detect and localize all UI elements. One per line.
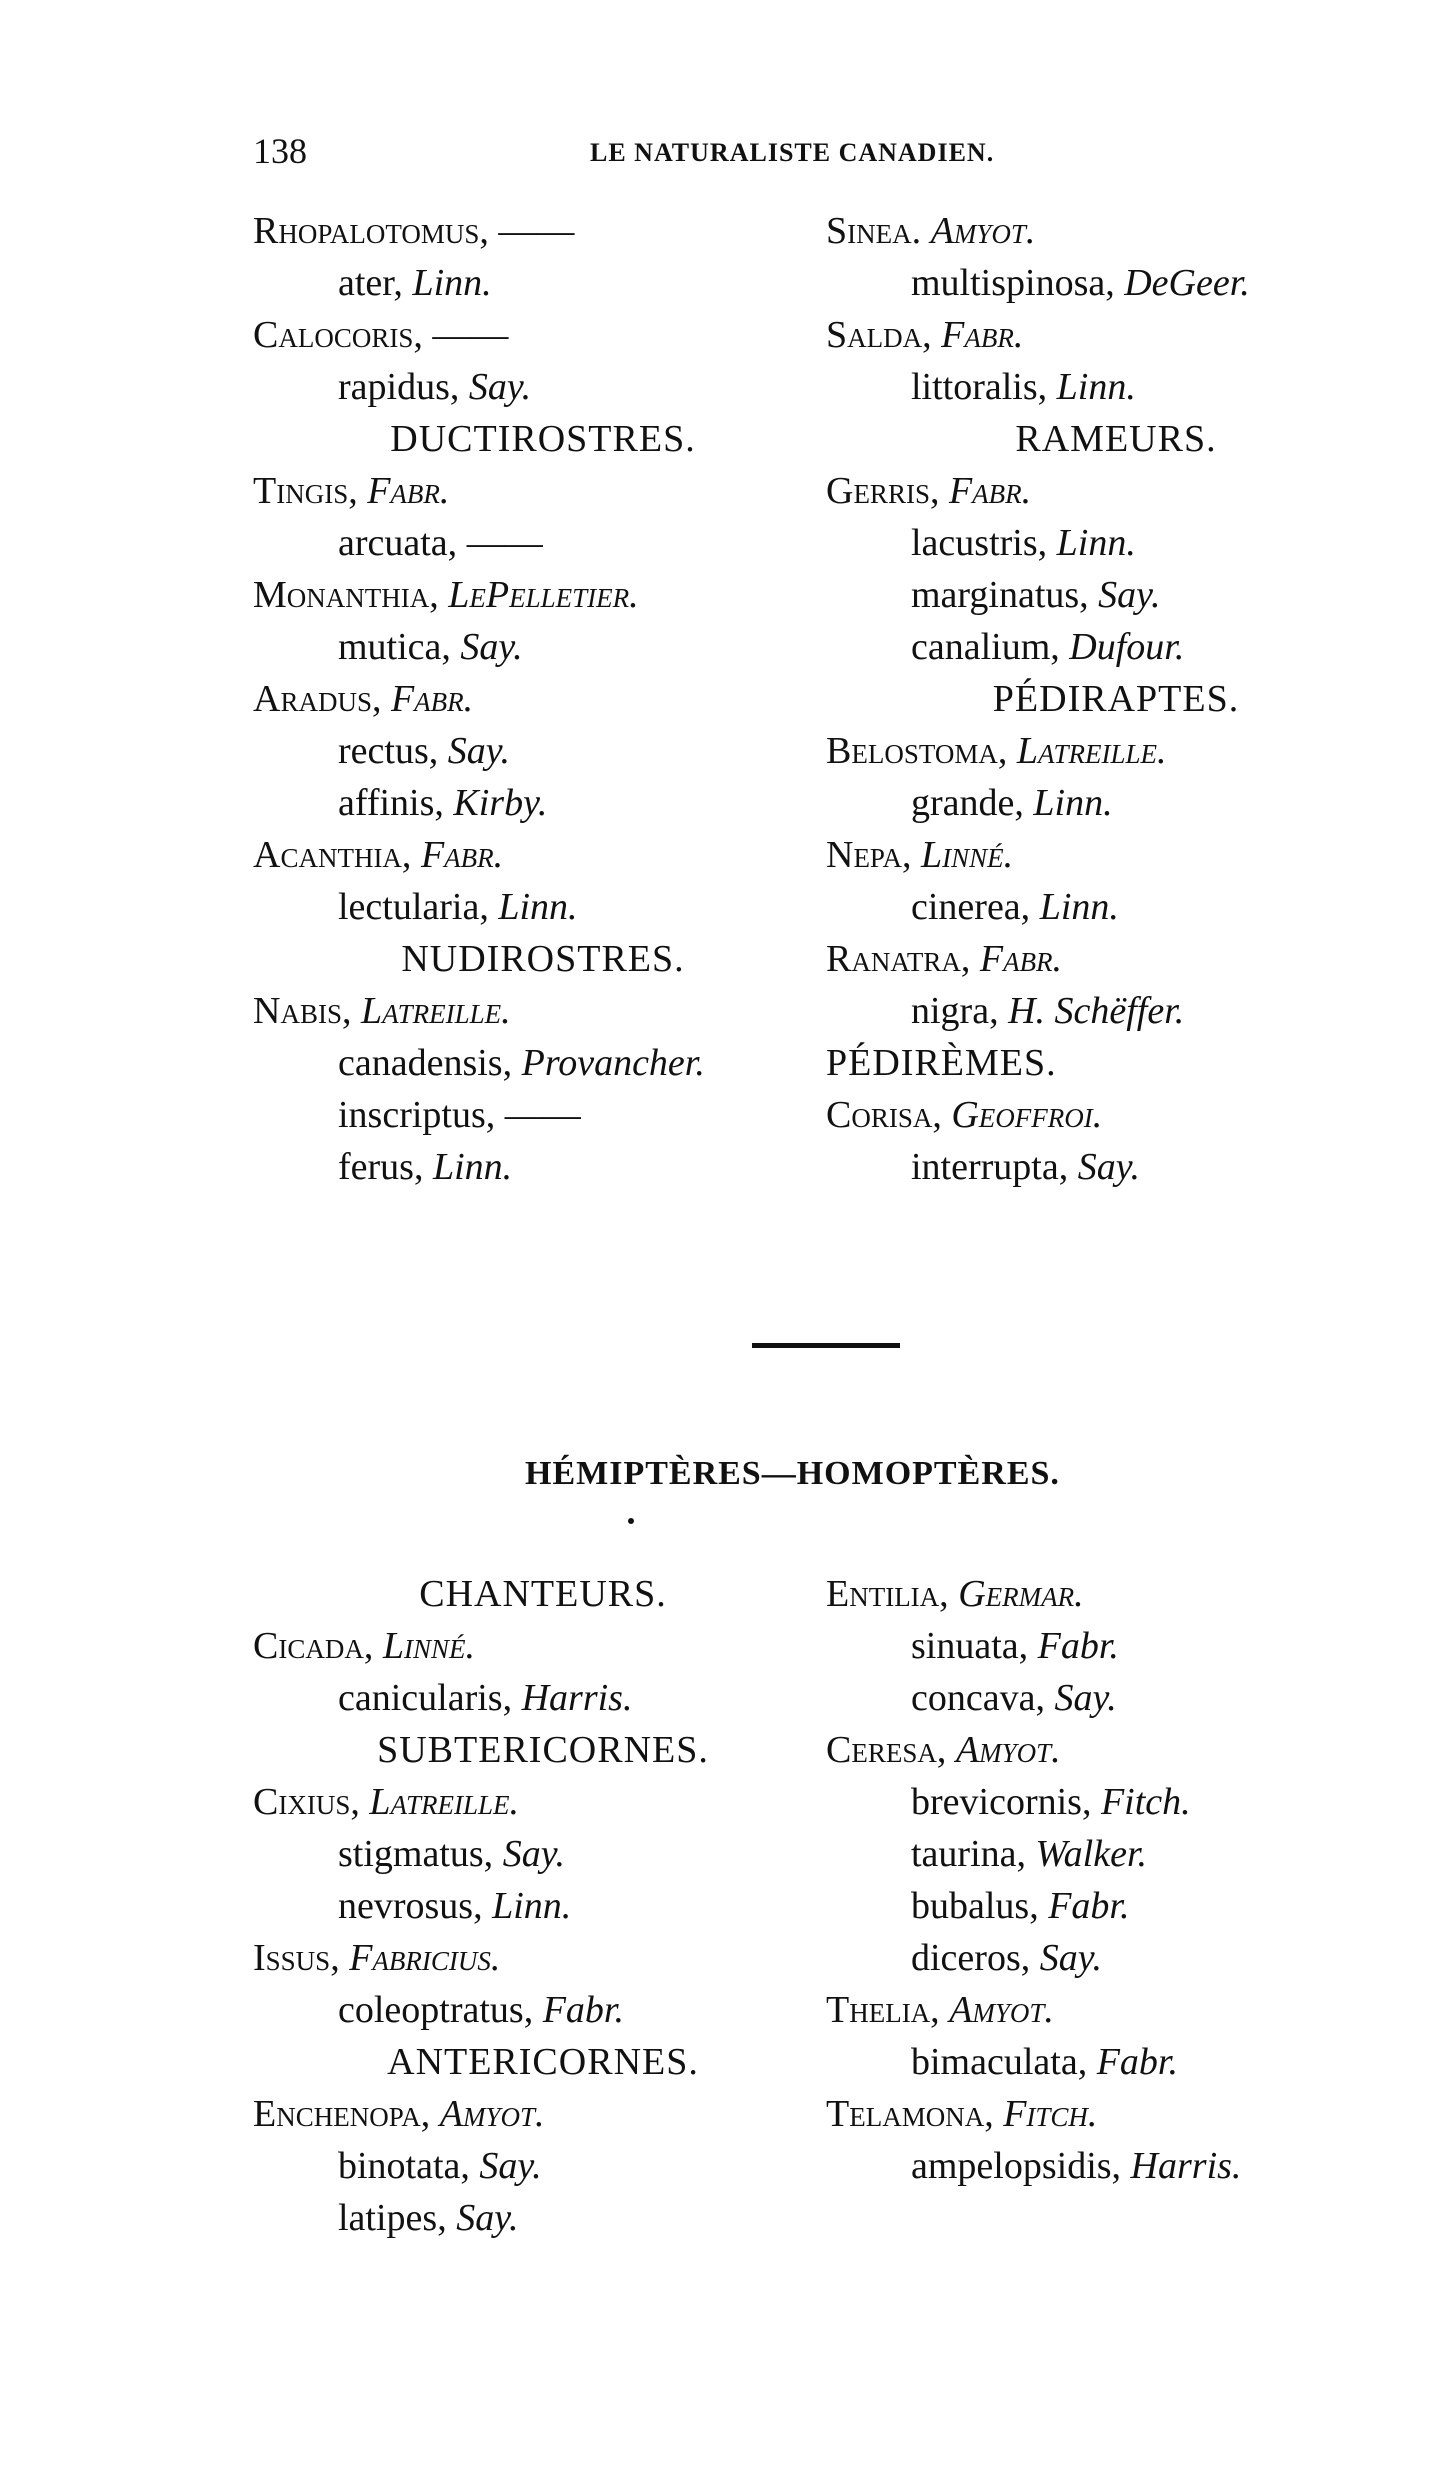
species-entry — [826, 985, 1406, 1037]
family-heading — [826, 673, 1406, 725]
genus-name: Entilia, — [826, 1573, 949, 1615]
author-name: Linn. — [498, 886, 578, 928]
species-entry — [253, 2140, 833, 2192]
author-name: Say. — [447, 730, 511, 772]
family-heading — [826, 1037, 1406, 1089]
page-number: 138 — [253, 131, 307, 171]
genus-entry — [253, 205, 833, 257]
author-name: Linn. — [1033, 782, 1113, 824]
blank-author-dash: —— — [466, 522, 543, 564]
genus-entry — [253, 569, 833, 621]
genus-name: Telamona, — [826, 2093, 994, 2135]
species-entry — [826, 2036, 1406, 2088]
author-name: Fabr. — [1037, 1625, 1119, 1667]
species-entry — [826, 1141, 1406, 1193]
species-entry — [253, 1089, 833, 1141]
genus-entry — [253, 829, 833, 881]
author-name: Say. — [460, 626, 523, 668]
author-name: Fabr. — [390, 678, 474, 720]
author-name: Linn. — [412, 262, 492, 304]
species-name: lectularia, — [338, 886, 489, 928]
author-name: Fabr. — [948, 470, 1032, 512]
genus-entry — [826, 725, 1406, 777]
author-name: Fabricius. — [349, 1937, 501, 1979]
author-name: Amyot. — [949, 1989, 1054, 2031]
genus-name: Acanthia, — [253, 834, 412, 876]
genus-name: Tingis, — [253, 470, 358, 512]
author-name: Linné. — [920, 834, 1014, 876]
genus-name: Aradus, — [253, 678, 382, 720]
author-name: Harris. — [1130, 2145, 1242, 2187]
author-name: Fitch. — [1003, 2093, 1098, 2135]
species-entry — [253, 1141, 833, 1193]
family-name: PÉDIRÈMES. — [826, 1042, 1057, 1084]
genus-entry — [826, 2088, 1406, 2140]
author-name: Harris. — [521, 1677, 633, 1719]
genus-entry — [253, 985, 833, 1037]
genus-name: Nepa, — [826, 834, 912, 876]
genus-name: Nabis, — [253, 990, 352, 1032]
genus-name: Monanthia, — [253, 574, 439, 616]
genus-entry — [826, 1568, 1406, 1620]
author-name: Linn. — [1056, 522, 1136, 564]
author-name: DeGeer. — [1124, 262, 1250, 304]
species-entry — [826, 2140, 1406, 2192]
species-entry — [253, 725, 833, 777]
species-name: inscriptus, — [338, 1094, 496, 1136]
species-name: stigmatus, — [338, 1833, 494, 1875]
part1-right-column — [826, 205, 1406, 1193]
family-name: PÉDIRAPTES. — [992, 678, 1240, 720]
species-name: bimaculata, — [911, 2041, 1088, 2083]
species-entry — [253, 517, 833, 569]
author-name: LePelletier. — [448, 574, 639, 616]
author-name: Say. — [1039, 1937, 1103, 1979]
author-name: Say. — [1054, 1677, 1117, 1719]
author-name: Linné. — [382, 1625, 475, 1667]
species-name: canalium, — [911, 626, 1060, 668]
species-entry — [826, 569, 1406, 621]
genus-entry — [826, 1984, 1406, 2036]
species-name: concava, — [911, 1677, 1045, 1719]
species-entry — [826, 361, 1406, 413]
species-name: mutica, — [338, 626, 451, 668]
species-name: arcuata, — [338, 522, 458, 564]
family-heading — [253, 1724, 833, 1776]
author-name: Latreille. — [360, 990, 511, 1032]
genus-entry — [826, 1089, 1406, 1141]
author-name: Walker. — [1035, 1833, 1148, 1875]
author-name: Fabr. — [420, 834, 504, 876]
author-name: Fabr. — [542, 1989, 625, 2031]
species-entry — [826, 881, 1406, 933]
genus-name: Rhopalotomus, — [253, 210, 489, 252]
author-name: Say. — [479, 2145, 542, 2187]
genus-name: Thelia, — [826, 1989, 940, 2031]
blank-author-dash: —— — [498, 210, 575, 252]
species-entry — [253, 1672, 833, 1724]
part2-left-column — [253, 1568, 833, 2244]
species-entry — [253, 361, 833, 413]
family-name: CHANTEURS. — [419, 1573, 667, 1615]
family-name: NUDIROSTRES. — [401, 938, 685, 980]
running-title: LE NATURALISTE CANADIEN. — [590, 138, 995, 167]
species-name: latipes, — [338, 2197, 447, 2239]
family-name: DUCTIROSTRES. — [390, 418, 696, 460]
author-name: Linn. — [432, 1146, 513, 1188]
author-name: Fitch. — [1100, 1781, 1191, 1823]
species-entry — [826, 1880, 1406, 1932]
species-name: taurina, — [911, 1833, 1027, 1875]
author-name: Linn. — [1039, 886, 1119, 928]
genus-entry — [253, 465, 833, 517]
family-name: RAMEURS. — [1015, 418, 1217, 460]
genus-entry — [253, 1620, 833, 1672]
author-name: Geoffroi. — [951, 1094, 1103, 1136]
author-name: Latreille. — [369, 1781, 519, 1823]
species-entry — [253, 621, 833, 673]
blank-author-dash: —— — [504, 1094, 581, 1136]
genus-entry — [826, 309, 1406, 361]
author-name: Say. — [1077, 1146, 1140, 1188]
species-entry — [253, 1984, 833, 2036]
species-entry — [826, 777, 1406, 829]
species-entry — [253, 777, 833, 829]
author-name: H. Schëffer. — [1008, 990, 1185, 1032]
species-entry — [253, 1037, 833, 1089]
species-name: lacustris, — [911, 522, 1048, 564]
species-name: coleoptratus, — [338, 1989, 534, 2031]
species-name: diceros, — [911, 1937, 1031, 1979]
species-entry — [826, 517, 1406, 569]
genus-entry — [253, 2088, 833, 2140]
author-name: Say. — [502, 1833, 565, 1875]
genus-name: Sinea. — [826, 210, 922, 252]
species-name: ferus, — [338, 1146, 424, 1188]
section-divider-rule — [752, 1343, 900, 1348]
author-name: Germar. — [958, 1573, 1084, 1615]
genus-name: Salda, — [826, 314, 932, 356]
author-name: Say. — [468, 366, 532, 408]
genus-name: Gerris, — [826, 470, 940, 512]
species-name: ampelopsidis, — [911, 2145, 1122, 2187]
genus-entry — [253, 309, 833, 361]
family-heading — [253, 1568, 833, 1620]
species-entry — [826, 1672, 1406, 1724]
family-heading — [253, 933, 833, 985]
species-entry — [253, 257, 833, 309]
genus-name: Issus, — [253, 1937, 340, 1979]
author-name: Amyot. — [955, 1729, 1061, 1771]
species-name: sinuata, — [911, 1625, 1029, 1667]
genus-name: Cixius, — [253, 1781, 360, 1823]
ink-dot — [628, 1518, 634, 1524]
genus-name: Belostoma, — [826, 730, 1008, 772]
author-name: Fabr. — [367, 470, 450, 512]
species-name: brevicornis, — [911, 1781, 1092, 1823]
author-name: Say. — [1098, 574, 1161, 616]
family-name: ANTERICORNES. — [387, 2041, 699, 2083]
species-entry — [826, 1932, 1406, 1984]
author-name: Fabr. — [1096, 2041, 1178, 2083]
genus-entry — [253, 1932, 833, 1984]
species-entry — [826, 1620, 1406, 1672]
author-name: Fabr. — [941, 314, 1024, 356]
species-name: interrupta, — [911, 1146, 1069, 1188]
part1-left-column — [253, 205, 833, 1193]
genus-entry — [826, 1724, 1406, 1776]
section-title: HÉMIPTÈRES—HOMOPTÈRES. — [525, 1455, 1060, 1492]
blank-author-dash: —— — [432, 314, 509, 356]
species-name: cinerea, — [911, 886, 1031, 928]
genus-name: Ranatra, — [826, 938, 971, 980]
author-name: Linn. — [492, 1885, 572, 1927]
author-name: Dufour. — [1069, 626, 1185, 668]
family-heading — [826, 413, 1406, 465]
species-name: binotata, — [338, 2145, 470, 2187]
species-entry — [826, 257, 1406, 309]
family-heading — [253, 413, 833, 465]
genus-name: Cicada, — [253, 1625, 374, 1667]
author-name: Fabr. — [1048, 1885, 1130, 1927]
species-name: marginatus, — [911, 574, 1089, 616]
species-name: nigra, — [911, 990, 999, 1032]
genus-name: Enchenopa, — [253, 2093, 431, 2135]
genus-entry — [826, 829, 1406, 881]
species-name: littoralis, — [911, 366, 1048, 408]
species-name: ater, — [338, 262, 403, 304]
species-name: rapidus, — [338, 366, 460, 408]
genus-entry — [826, 205, 1406, 257]
species-name: affinis, — [338, 782, 444, 824]
species-name: grande, — [911, 782, 1024, 824]
genus-entry — [826, 465, 1406, 517]
author-name: Latreille. — [1016, 730, 1167, 772]
family-name: SUBTERICORNES. — [377, 1729, 709, 1771]
species-entry — [826, 621, 1406, 673]
species-entry — [253, 2192, 833, 2244]
species-entry — [826, 1776, 1406, 1828]
species-name: multispinosa, — [911, 262, 1115, 304]
author-name: Say. — [456, 2197, 519, 2239]
part2-right-column — [826, 1568, 1406, 2192]
species-entry — [253, 1880, 833, 1932]
species-name: rectus, — [338, 730, 439, 772]
family-heading — [253, 2036, 833, 2088]
author-name: Amyot. — [930, 210, 1036, 252]
author-name: Linn. — [1056, 366, 1136, 408]
author-name: Fabr. — [979, 938, 1063, 980]
species-name: canadensis, — [338, 1042, 513, 1084]
author-name: Provancher. — [521, 1042, 705, 1084]
species-entry — [253, 881, 833, 933]
species-entry — [253, 1828, 833, 1880]
genus-name: Ceresa, — [826, 1729, 947, 1771]
genus-entry — [826, 933, 1406, 985]
genus-name: Corisa, — [826, 1094, 942, 1136]
author-name: Amyot. — [439, 2093, 545, 2135]
species-name: canicularis, — [338, 1677, 513, 1719]
species-entry — [826, 1828, 1406, 1880]
genus-name: Calocoris, — [253, 314, 423, 356]
genus-entry — [253, 1776, 833, 1828]
species-name: bubalus, — [911, 1885, 1039, 1927]
author-name: Kirby. — [453, 782, 548, 824]
genus-entry — [253, 673, 833, 725]
species-name: nevrosus, — [338, 1885, 483, 1927]
